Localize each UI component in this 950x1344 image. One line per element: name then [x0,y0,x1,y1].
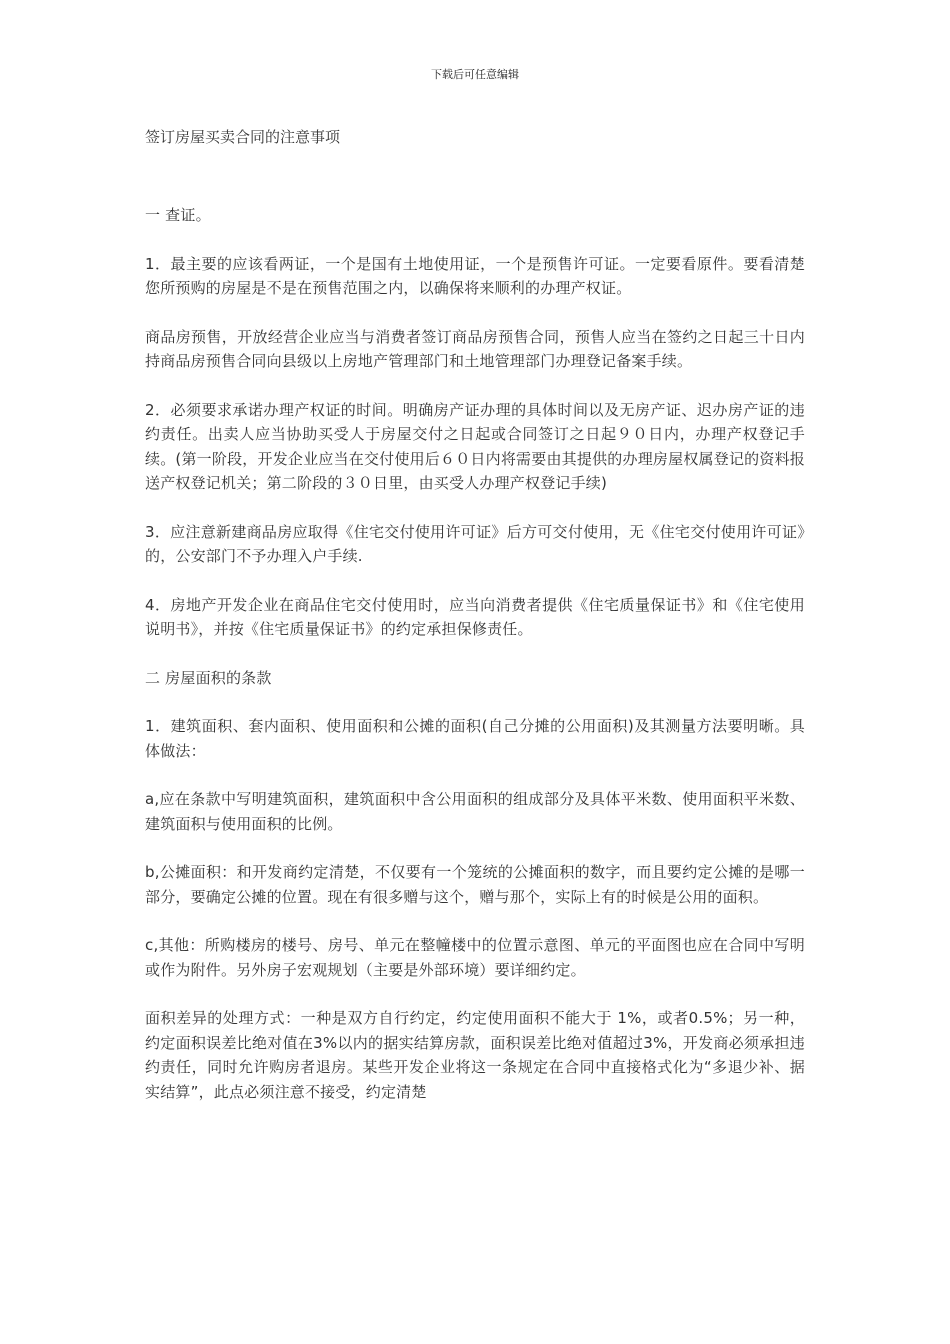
paragraph: 1．建筑面积、套内面积、使用面积和公摊的面积(自己分摊的公用面积)及其测量方法要明晰。具体做法： [145,717,805,760]
page-header: 下载后可任意编辑 [431,68,519,81]
document-title: 签订房屋买卖合同的注意事项 [145,128,341,146]
paragraph: 2．必须要求承诺办理产权证的时间。明确房产证办理的具体时间以及无房产证、迟办房产证的违约责任。出卖人应当协助买受人于房屋交付之日起或合同签订之日起９０日内，办理产权登记手续。(第一阶段，开发企业应当在交付使用后６０日内将需要由其提供的办理房屋权属登记的资料报送产权登记机关；第二阶段的３０日里，由买受人办理产权登记手续) [145,400,805,492]
paragraph: b,公摊面积：和开发商约定清楚，不仅要有一个笼统的公摊面积的数字，而且要约定公摊的是哪一部分，要确定公摊的位置。现在有很多赠与这个，赠与那个，实际上有的时候是公用的面积。 [145,863,805,906]
paragraph: 面积差异的处理方式：一种是双方自行约定，约定使用面积不能大于 1%，或者0.5%；另一种，约定面积误差比绝对值在3%以内的据实结算房款，面积误差比绝对值超过3%，开发商必须承担违约责任，同时允许购房者退房。某些开发企业将这一条规定在合同中直接格式化为“多退少补、据实结算”，此点必须注意不接受，约定清楚 [145,1009,805,1101]
section-heading: 二 房屋面积的条款 [145,668,272,687]
paragraph: c,其他：所购楼房的楼号、房号、单元在整幢楼中的位置示意图、单元的平面图也应在合同中写明或作为附件。另外房子宏观规划（主要是外部环境）要详细约定。 [145,936,805,979]
paragraph: 4．房地产开发企业在商品住宅交付使用时，应当向消费者提供《住宅质量保证书》和《住宅使用说明书》，并按《住宅质量保证书》的约定承担保修责任。 [145,595,805,638]
paragraph: 1．最主要的应该看两证，一个是国有土地使用证，一个是预售许可证。一定要看原件。要看清楚您所预购的房屋是不是在预售范围之内，以确保将来顺利的办理产权证。 [145,254,805,297]
paragraph: 3．应注意新建商品房应取得《住宅交付使用许可证》后方可交付使用，无《住宅交付使用许可证》的，公安部门不予办理入户手续. [145,522,805,565]
section-heading: 一 查证。 [145,206,211,224]
document-body [145,124,805,1104]
paragraph: 商品房预售，开放经营企业应当与消费者签订商品房预售合同，预售人应当在签约之日起三十日内持商品房预售合同向县级以上房地产管理部门和土地管理部门办理登记备案手续。 [145,327,805,370]
paragraph: a,应在条款中写明建筑面积，建筑面积中含公用面积的组成部分及具体平米数、使用面积平米数、建筑面积与使用面积的比例。 [145,790,805,833]
